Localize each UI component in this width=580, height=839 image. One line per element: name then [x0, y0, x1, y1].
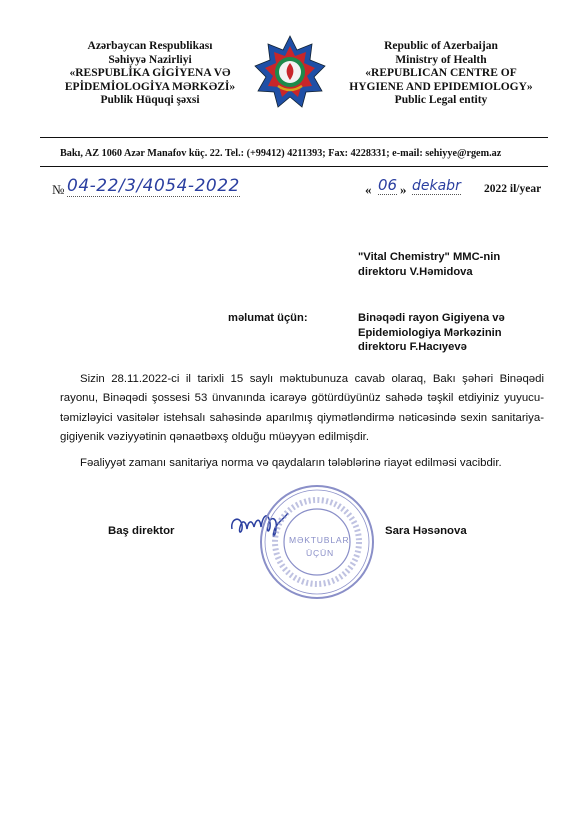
date-month: dekabr	[412, 178, 461, 194]
reference-no-label: №	[52, 182, 65, 197]
state-emblem	[252, 34, 328, 110]
header-right-line: Public Legal entity	[394, 94, 488, 107]
header-right-block	[326, 40, 556, 108]
body-paragraph: Fəaliyyət zamanı sanitariya norma və qaydaların tələblərinə riayət edilməsi vacibdir.	[80, 457, 502, 469]
signatory-title: Baş direktor	[108, 525, 175, 537]
header-left-block	[40, 40, 260, 108]
info-line: Binəqədi rayon Gigiyena və	[358, 312, 505, 324]
header-right-line: Republic of Azerbaijan	[384, 40, 498, 52]
addressee-line: direktoru V.Həmidova	[358, 265, 473, 278]
addressee-block	[358, 250, 500, 279]
info-label: məlumat üçün:	[228, 312, 308, 324]
signatory-name: Sara Həsənova	[385, 525, 467, 537]
info-line: Epidemiologiya Mərkəzinin	[358, 326, 502, 339]
stamp-text-line1: MƏKTUBLAR	[289, 535, 350, 545]
info-line: direktoru F.Hacıyevə	[358, 341, 467, 354]
info-block	[358, 311, 505, 355]
header-left-line: EPİDEMİOLOGİYA MƏRKƏZİ»	[64, 80, 236, 93]
header-right-line: Ministry of Health	[395, 53, 487, 66]
contact-line: Bakı, AZ 1060 Azər Manafov küç. 22. Tel.: (+99412) 4211393; Fax: 4228331; e-mail: sehiyye@rgem.az	[60, 148, 502, 159]
header-left-line: Azərbaycan Respublikası	[87, 40, 213, 52]
reference-number: 04-22/3/4054-2022	[67, 176, 240, 196]
header-divider-top	[40, 137, 548, 138]
stamp-text-line2: ÜÇÜN	[306, 548, 335, 558]
header-left-line: Səhiyyə Nazirliyi	[108, 53, 192, 66]
date-day: 06	[378, 176, 398, 194]
header-right-line: «REPUBLICAN CENTRE OF	[365, 67, 517, 80]
azerbaijan-emblem-icon	[252, 34, 328, 110]
header-right-line: HYGIENE AND EPIDEMIOLOGY»	[349, 80, 533, 93]
date-year: 2022 il/year	[484, 183, 542, 195]
header-left-line: Publik Hüquqi şəxsi	[100, 94, 200, 107]
header-left-line: «RESPUBLİKA GİGİYENA VƏ	[69, 67, 231, 80]
addressee-line: "Vital Chemistry" MMC-nin	[358, 251, 501, 263]
header-divider-bottom	[40, 166, 548, 167]
date-quote-open: «	[365, 182, 372, 197]
body-paragraph: Sizin 28.11.2022-ci il tarixli 15 saylı məktubunuza cavab olaraq, Bakı şəhəri Binəqədi rayonu, Binəqədi şossesi 53 ünvanında icarəyə götürdüyünüz sahədə təşkil etdiyiniz yuyucu-təmizləyici vasitələr istehsalı sahəsində aparılmış qiymətləndirmə nəticəsində sexin sanitariya-gigiyenik vəziyyətinin qənaətbəxş olduğu müəyyən edilmişdir.	[60, 373, 544, 444]
date-quote-close: »	[400, 182, 407, 197]
